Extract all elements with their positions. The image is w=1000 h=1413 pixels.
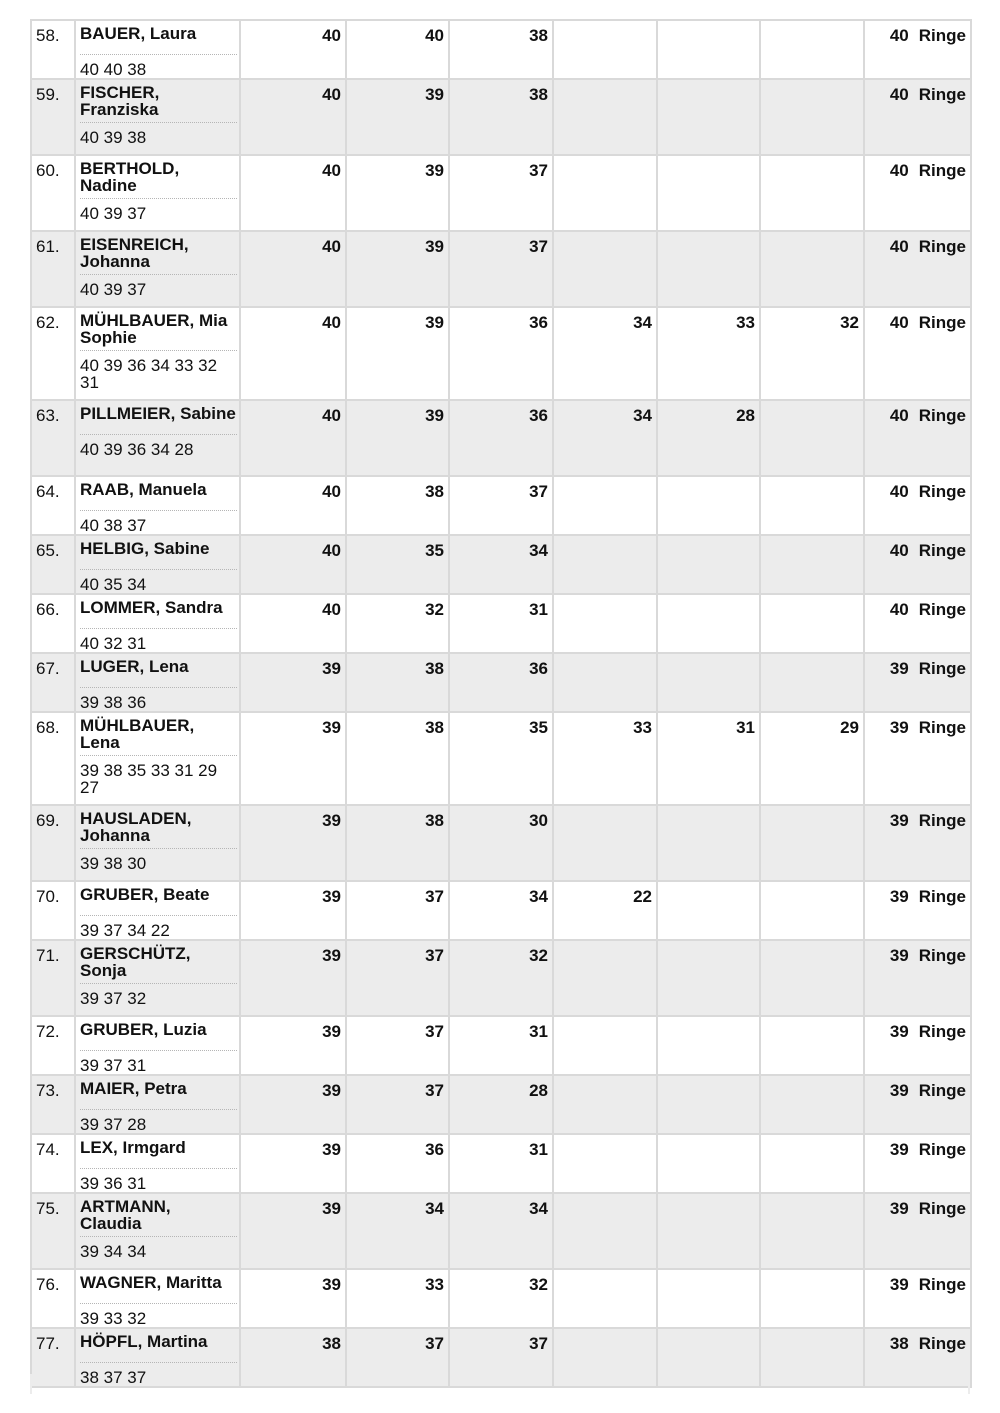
competitor-name: GRUBER, Beate <box>80 885 210 904</box>
results-table <box>30 19 972 1388</box>
score-cell-4: 34 <box>553 307 657 400</box>
score-series: 40 39 37 <box>80 280 147 299</box>
competitor-name: FISCHER, Franziska <box>80 83 160 119</box>
table-row <box>31 805 971 881</box>
score-series: 39 37 31 <box>80 1056 147 1075</box>
score-cell-1: 40 <box>240 20 346 79</box>
total-unit: Ringe <box>918 811 966 830</box>
rank-cell: 64. <box>31 476 75 535</box>
total-value: 40 <box>889 313 909 332</box>
rank-cell: 65. <box>31 535 75 594</box>
score-cell-1: 39 <box>240 1075 346 1134</box>
score-cell-1: 39 <box>240 940 346 1016</box>
competitor-name: GRUBER, Luzia <box>80 1020 207 1039</box>
score-series: 40 39 36 34 33 32 31 <box>80 356 218 392</box>
score-cell-1: 39 <box>240 1269 346 1328</box>
total-unit: Ringe <box>918 1081 966 1100</box>
total-cell <box>864 881 971 940</box>
score-cell-3: 36 <box>449 400 553 476</box>
table-continuation <box>30 1374 970 1394</box>
score-cell-6 <box>760 400 864 476</box>
score-cell-5 <box>657 1269 760 1328</box>
total-unit: Ringe <box>918 237 966 256</box>
score-cell-3: 34 <box>449 881 553 940</box>
total-cell <box>864 653 971 712</box>
total-cell <box>864 307 971 400</box>
score-cell-2: 37 <box>346 1328 449 1387</box>
score-series: 40 32 31 <box>80 634 147 653</box>
score-cell-6: 29 <box>760 712 864 805</box>
total-unit: Ringe <box>918 1140 966 1159</box>
score-cell-5 <box>657 1016 760 1075</box>
table-row <box>31 155 971 231</box>
score-cell-3: 38 <box>449 79 553 155</box>
score-cell-5 <box>657 940 760 1016</box>
competitor-name: HELBIG, Sabine <box>80 539 210 558</box>
score-cell-5 <box>657 1193 760 1269</box>
score-series: 39 38 30 <box>80 854 147 873</box>
score-cell-5 <box>657 881 760 940</box>
score-cell-3: 31 <box>449 594 553 653</box>
score-cell-4 <box>553 476 657 535</box>
competitor-name: MÜHLBAUER, Mia Sophie <box>80 311 228 347</box>
score-cell-5 <box>657 535 760 594</box>
score-cell-6 <box>760 79 864 155</box>
competitor-name: MAIER, Petra <box>80 1079 187 1098</box>
total-value: 40 <box>889 406 909 425</box>
total-unit: Ringe <box>918 946 966 965</box>
score-cell-1: 40 <box>240 307 346 400</box>
total-cell <box>864 805 971 881</box>
name-cell <box>75 653 240 712</box>
score-cell-1: 40 <box>240 594 346 653</box>
rank-cell: 72. <box>31 1016 75 1075</box>
score-cell-1: 39 <box>240 881 346 940</box>
score-cell-2: 38 <box>346 476 449 535</box>
score-cell-3: 32 <box>449 1269 553 1328</box>
total-unit: Ringe <box>918 541 966 560</box>
total-value: 39 <box>889 1199 909 1218</box>
name-cell <box>75 476 240 535</box>
rank-cell: 61. <box>31 231 75 307</box>
score-cell-2: 38 <box>346 653 449 712</box>
score-cell-6 <box>760 1269 864 1328</box>
score-series: 40 38 37 <box>80 516 147 535</box>
score-cell-6: 32 <box>760 307 864 400</box>
competitor-name: HAUSLADEN, Johanna <box>80 809 192 845</box>
total-value: 39 <box>889 1140 909 1159</box>
rank-cell: 62. <box>31 307 75 400</box>
score-cell-1: 38 <box>240 1328 346 1387</box>
rank-cell: 68. <box>31 712 75 805</box>
name-cell <box>75 155 240 231</box>
total-cell <box>864 155 971 231</box>
score-cell-6 <box>760 594 864 653</box>
total-cell <box>864 1193 971 1269</box>
table-row <box>31 20 971 79</box>
table-row <box>31 881 971 940</box>
name-cell <box>75 20 240 79</box>
score-cell-6 <box>760 1075 864 1134</box>
score-series: 40 39 37 <box>80 204 147 223</box>
score-cell-2: 37 <box>346 1075 449 1134</box>
rank-cell: 63. <box>31 400 75 476</box>
total-cell <box>864 79 971 155</box>
score-cell-5 <box>657 20 760 79</box>
score-cell-2: 37 <box>346 940 449 1016</box>
score-cell-4 <box>553 155 657 231</box>
score-cell-6 <box>760 805 864 881</box>
total-unit: Ringe <box>918 1022 966 1041</box>
score-cell-3: 34 <box>449 1193 553 1269</box>
table-row <box>31 1193 971 1269</box>
total-unit: Ringe <box>918 313 966 332</box>
rank-cell: 59. <box>31 79 75 155</box>
total-value: 40 <box>889 237 909 256</box>
total-value: 40 <box>889 541 909 560</box>
total-value: 39 <box>889 1275 909 1294</box>
rank-cell: 58. <box>31 20 75 79</box>
score-cell-4 <box>553 535 657 594</box>
total-cell <box>864 1075 971 1134</box>
total-value: 39 <box>889 659 909 678</box>
competitor-name: EISENREICH, Johanna <box>80 235 189 271</box>
total-cell <box>864 594 971 653</box>
score-cell-5: 31 <box>657 712 760 805</box>
table-row <box>31 653 971 712</box>
score-cell-3: 37 <box>449 231 553 307</box>
name-cell <box>75 1075 240 1134</box>
score-cell-2: 39 <box>346 400 449 476</box>
total-unit: Ringe <box>918 887 966 906</box>
score-series: 38 37 37 <box>80 1368 147 1387</box>
score-cell-5: 33 <box>657 307 760 400</box>
score-cell-2: 35 <box>346 535 449 594</box>
score-cell-5 <box>657 594 760 653</box>
table-row <box>31 940 971 1016</box>
score-cell-4 <box>553 1193 657 1269</box>
table-row <box>31 476 971 535</box>
total-cell <box>864 231 971 307</box>
name-cell <box>75 805 240 881</box>
total-unit: Ringe <box>918 1334 966 1353</box>
score-cell-3: 36 <box>449 653 553 712</box>
competitor-name: RAAB, Manuela <box>80 480 207 499</box>
competitor-name: HÖPFL, Martina <box>80 1332 208 1351</box>
total-value: 39 <box>889 1081 909 1100</box>
score-series: 39 38 36 <box>80 693 147 712</box>
score-cell-1: 40 <box>240 535 346 594</box>
score-cell-5 <box>657 1075 760 1134</box>
competitor-name: BAUER, Laura <box>80 24 197 43</box>
total-value: 40 <box>889 161 909 180</box>
competitor-name: WAGNER, Maritta <box>80 1273 222 1292</box>
table-row <box>31 79 971 155</box>
total-unit: Ringe <box>918 1199 966 1218</box>
score-cell-5: 28 <box>657 400 760 476</box>
score-cell-6 <box>760 1016 864 1075</box>
score-cell-4 <box>553 231 657 307</box>
score-cell-4 <box>553 20 657 79</box>
score-cell-3: 35 <box>449 712 553 805</box>
rank-cell: 73. <box>31 1075 75 1134</box>
score-cell-4 <box>553 653 657 712</box>
score-series: 39 38 35 33 31 29 27 <box>80 761 218 797</box>
score-cell-3: 31 <box>449 1016 553 1075</box>
score-cell-6 <box>760 653 864 712</box>
score-cell-3: 31 <box>449 1134 553 1193</box>
total-value: 40 <box>889 600 909 619</box>
score-series: 40 40 38 <box>80 60 147 79</box>
score-cell-4 <box>553 1134 657 1193</box>
total-unit: Ringe <box>918 85 966 104</box>
name-cell <box>75 231 240 307</box>
total-cell <box>864 712 971 805</box>
total-unit: Ringe <box>918 718 966 737</box>
total-unit: Ringe <box>918 26 966 45</box>
score-cell-2: 38 <box>346 805 449 881</box>
score-series: 40 39 38 <box>80 128 147 147</box>
rank-cell: 77. <box>31 1328 75 1387</box>
total-unit: Ringe <box>918 600 966 619</box>
total-value: 39 <box>889 811 909 830</box>
rank-cell: 66. <box>31 594 75 653</box>
total-cell <box>864 1016 971 1075</box>
rank-cell: 67. <box>31 653 75 712</box>
score-cell-3: 37 <box>449 476 553 535</box>
name-cell <box>75 79 240 155</box>
score-cell-5 <box>657 1134 760 1193</box>
score-cell-2: 37 <box>346 881 449 940</box>
score-cell-4 <box>553 1075 657 1134</box>
score-cell-6 <box>760 535 864 594</box>
name-cell <box>75 400 240 476</box>
score-cell-5 <box>657 476 760 535</box>
table-row <box>31 535 971 594</box>
competitor-name: LEX, Irmgard <box>80 1138 186 1157</box>
table-row <box>31 400 971 476</box>
score-cell-5 <box>657 79 760 155</box>
competitor-name: MÜHLBAUER, Lena <box>80 716 195 752</box>
score-cell-6 <box>760 1193 864 1269</box>
table-row <box>31 712 971 805</box>
score-cell-6 <box>760 940 864 1016</box>
table-row <box>31 1134 971 1193</box>
score-cell-3: 30 <box>449 805 553 881</box>
total-value: 39 <box>889 718 909 737</box>
score-cell-3: 32 <box>449 940 553 1016</box>
rank-cell: 74. <box>31 1134 75 1193</box>
score-cell-5 <box>657 155 760 231</box>
score-cell-6 <box>760 231 864 307</box>
rank-cell: 75. <box>31 1193 75 1269</box>
total-value: 40 <box>889 26 909 45</box>
score-cell-1: 39 <box>240 805 346 881</box>
score-cell-3: 38 <box>449 20 553 79</box>
name-cell <box>75 1269 240 1328</box>
score-cell-3: 34 <box>449 535 553 594</box>
score-cell-2: 37 <box>346 1016 449 1075</box>
score-series: 39 36 31 <box>80 1174 147 1193</box>
score-series: 40 39 36 34 28 <box>80 440 194 459</box>
total-unit: Ringe <box>918 161 966 180</box>
score-cell-5 <box>657 653 760 712</box>
score-cell-2: 39 <box>346 307 449 400</box>
total-value: 40 <box>889 482 909 501</box>
score-cell-2: 39 <box>346 79 449 155</box>
score-cell-4 <box>553 1269 657 1328</box>
score-cell-3: 37 <box>449 1328 553 1387</box>
table-row <box>31 1016 971 1075</box>
score-cell-4 <box>553 594 657 653</box>
competitor-name: GERSCHÜTZ, Sonja <box>80 944 191 980</box>
rank-cell: 69. <box>31 805 75 881</box>
score-cell-1: 40 <box>240 155 346 231</box>
total-cell <box>864 476 971 535</box>
table-row <box>31 1075 971 1134</box>
score-cell-6 <box>760 20 864 79</box>
total-unit: Ringe <box>918 1275 966 1294</box>
name-cell <box>75 594 240 653</box>
score-cell-6 <box>760 155 864 231</box>
score-cell-1: 40 <box>240 79 346 155</box>
score-cell-2: 33 <box>346 1269 449 1328</box>
total-cell <box>864 400 971 476</box>
score-cell-5 <box>657 231 760 307</box>
score-cell-2: 34 <box>346 1193 449 1269</box>
total-cell <box>864 20 971 79</box>
score-cell-4 <box>553 805 657 881</box>
name-cell <box>75 1134 240 1193</box>
score-cell-2: 36 <box>346 1134 449 1193</box>
score-cell-1: 40 <box>240 231 346 307</box>
total-cell <box>864 940 971 1016</box>
name-cell <box>75 307 240 400</box>
results-body <box>31 20 971 1387</box>
score-cell-5 <box>657 805 760 881</box>
name-cell <box>75 881 240 940</box>
score-cell-2: 38 <box>346 712 449 805</box>
name-cell <box>75 1193 240 1269</box>
name-cell <box>75 1016 240 1075</box>
competitor-name: LUGER, Lena <box>80 657 189 676</box>
competitor-name: BERTHOLD, Nadine <box>80 159 180 195</box>
score-series: 39 33 32 <box>80 1309 147 1328</box>
score-cell-4: 33 <box>553 712 657 805</box>
score-cell-3: 37 <box>449 155 553 231</box>
score-cell-2: 39 <box>346 155 449 231</box>
score-cell-4: 22 <box>553 881 657 940</box>
total-value: 38 <box>889 1334 909 1353</box>
score-cell-4: 34 <box>553 400 657 476</box>
rank-cell: 71. <box>31 940 75 1016</box>
table-row <box>31 307 971 400</box>
score-cell-3: 28 <box>449 1075 553 1134</box>
score-cell-2: 40 <box>346 20 449 79</box>
competitor-name: PILLMEIER, Sabine <box>80 404 236 423</box>
rank-cell: 76. <box>31 1269 75 1328</box>
score-cell-6 <box>760 881 864 940</box>
score-cell-1: 39 <box>240 712 346 805</box>
score-series: 39 37 32 <box>80 989 147 1008</box>
total-cell <box>864 1269 971 1328</box>
score-series: 39 37 28 <box>80 1115 147 1134</box>
score-cell-1: 39 <box>240 1134 346 1193</box>
total-cell <box>864 535 971 594</box>
score-cell-1: 40 <box>240 400 346 476</box>
score-cell-1: 40 <box>240 476 346 535</box>
score-cell-6 <box>760 1134 864 1193</box>
score-series: 39 37 34 22 <box>80 921 170 940</box>
rank-cell: 70. <box>31 881 75 940</box>
competitor-name: ARTMANN, Claudia <box>80 1197 171 1233</box>
total-value: 39 <box>889 887 909 906</box>
score-cell-2: 39 <box>346 231 449 307</box>
score-cell-1: 39 <box>240 1016 346 1075</box>
total-unit: Ringe <box>918 406 966 425</box>
score-series: 39 34 34 <box>80 1242 147 1261</box>
rank-cell: 60. <box>31 155 75 231</box>
score-cell-4 <box>553 940 657 1016</box>
score-cell-3: 36 <box>449 307 553 400</box>
score-cell-1: 39 <box>240 1193 346 1269</box>
name-cell <box>75 712 240 805</box>
score-cell-6 <box>760 476 864 535</box>
name-cell <box>75 940 240 1016</box>
total-unit: Ringe <box>918 482 966 501</box>
total-value: 40 <box>889 85 909 104</box>
total-value: 39 <box>889 1022 909 1041</box>
table-row <box>31 231 971 307</box>
competitor-name: LOMMER, Sandra <box>80 598 223 617</box>
name-cell <box>75 535 240 594</box>
score-cell-4 <box>553 79 657 155</box>
table-row <box>31 594 971 653</box>
table-row <box>31 1269 971 1328</box>
total-unit: Ringe <box>918 659 966 678</box>
total-cell <box>864 1134 971 1193</box>
score-cell-4 <box>553 1016 657 1075</box>
score-cell-2: 32 <box>346 594 449 653</box>
score-cell-1: 39 <box>240 653 346 712</box>
total-value: 39 <box>889 946 909 965</box>
score-series: 40 35 34 <box>80 575 147 594</box>
